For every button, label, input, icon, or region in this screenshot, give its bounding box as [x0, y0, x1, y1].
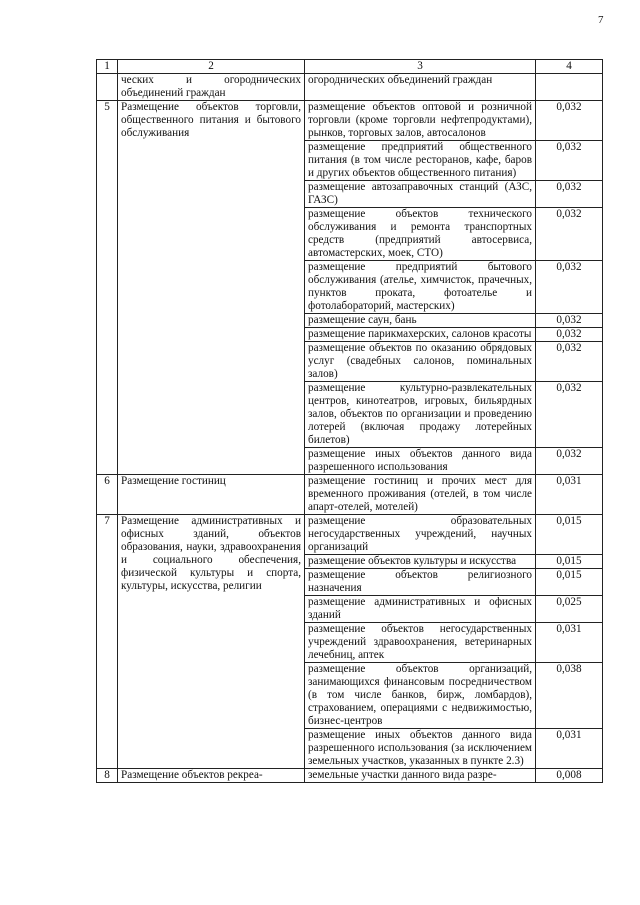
- header-col-4: 4: [536, 60, 603, 74]
- item-value: 0,032: [536, 314, 603, 328]
- continuation-row: [97, 74, 603, 101]
- item-value: 0,032: [536, 101, 603, 141]
- item-text: размещение гостиниц и прочих мест для временного проживания (отелей, в том числе апарт-отелей, мотелей): [305, 475, 536, 515]
- table-row: [97, 515, 603, 555]
- item-text: размещение объектов по оказанию обрядовых услуг (свадебных салонов, поминальных залов): [305, 342, 536, 382]
- item-text: размещение культурно-развлекательных центров, кинотеатров, игровых, бильярдных залов, объектов по организации и проведению лотерей (включая продажу лотерейных билетов): [305, 382, 536, 448]
- item-text: размещение объектов организаций, занимающихся финансовым посредничеством (в том числе банков, бирж, ломбардов), страхованием, операциями с недвижимостью, бизнес-центров: [305, 663, 536, 729]
- item-value: 0,032: [536, 382, 603, 448]
- item-value: 0,031: [536, 729, 603, 769]
- item-value: 0,032: [536, 261, 603, 314]
- item-value: 0,032: [536, 328, 603, 342]
- item-value: 0,008: [536, 769, 603, 783]
- header-col-2: 2: [118, 60, 305, 74]
- item-text: размещение автозаправочных станций (АЗС, ГАЗС): [305, 181, 536, 208]
- item-value: 0,015: [536, 569, 603, 596]
- group-name: Размещение административных и офисных зданий, объектов образования, науки, здравоохранения и социального обеспечения, физической культуры и спорта, культуры, искусства, религии: [118, 515, 305, 769]
- item-text: размещение саун, бань: [305, 314, 536, 328]
- item-value: 0,015: [536, 515, 603, 555]
- table-body: [97, 74, 603, 783]
- row-number: 8: [97, 769, 118, 783]
- item-text: размещение объектов религиозного назначения: [305, 569, 536, 596]
- item-text: размещение объектов негосударственных учреждений здравоохранения, ветеринарных лечебниц, аптек: [305, 623, 536, 663]
- item-text: размещение объектов культуры и искусства: [305, 555, 536, 569]
- item-value: 0,015: [536, 555, 603, 569]
- page-number: 7: [598, 14, 604, 26]
- table-row: [97, 475, 603, 515]
- item-value: [536, 74, 603, 101]
- row-number: 7: [97, 515, 118, 769]
- table-row: [97, 769, 603, 783]
- item-value: 0,032: [536, 181, 603, 208]
- item-value: 0,032: [536, 448, 603, 475]
- row-number: [97, 74, 118, 101]
- item-text: размещение иных объектов данного вида разрешенного использования: [305, 448, 536, 475]
- item-value: 0,025: [536, 596, 603, 623]
- item-text: размещение объектов технического обслуживания и ремонта транспортных средств (предприятий автосервиса, автомастерских, моек, СТО): [305, 208, 536, 261]
- item-text: размещение предприятий бытового обслуживания (ателье, химчисток, прачечных, пунктов проката, фотоателье и фотолабораторий, мастерских): [305, 261, 536, 314]
- item-value: 0,032: [536, 208, 603, 261]
- item-text: размещение предприятий общественного питания (в том числе ресторанов, кафе, баров и других объектов общественного питания): [305, 141, 536, 181]
- item-value: 0,031: [536, 475, 603, 515]
- item-value: 0,031: [536, 623, 603, 663]
- group-name: Размещение объектов рекреа-: [118, 769, 305, 783]
- row-number: 6: [97, 475, 118, 515]
- item-text: размещение административных и офисных зданий: [305, 596, 536, 623]
- header-row: [97, 60, 603, 74]
- group-name: Размещение объектов торговли, общественного питания и бытового обслуживания: [118, 101, 305, 475]
- header-col-1: 1: [97, 60, 118, 74]
- item-text: размещение объектов оптовой и розничной торговли (кроме торговли нефтепродуктами), рынков, торговых залов, автосалонов: [305, 101, 536, 141]
- group-name: ческих и огороднических объединений граждан: [118, 74, 305, 101]
- group-name: Размещение гостиниц: [118, 475, 305, 515]
- item-text: огороднических объединений граждан: [305, 74, 536, 101]
- header-col-3: 3: [305, 60, 536, 74]
- item-text: земельные участки данного вида разре-: [305, 769, 536, 783]
- table-row: [97, 101, 603, 141]
- land-use-rates-table: [96, 59, 603, 783]
- item-text: размещение парикмахерских, салонов красоты: [305, 328, 536, 342]
- item-value: 0,038: [536, 663, 603, 729]
- item-text: размещение образовательных негосударственных учреждений, научных организаций: [305, 515, 536, 555]
- item-value: 0,032: [536, 342, 603, 382]
- item-text: размещение иных объектов данного вида разрешенного использования (за исключением земельных участков, указанных в пункте 2.3): [305, 729, 536, 769]
- row-number: 5: [97, 101, 118, 475]
- item-value: 0,032: [536, 141, 603, 181]
